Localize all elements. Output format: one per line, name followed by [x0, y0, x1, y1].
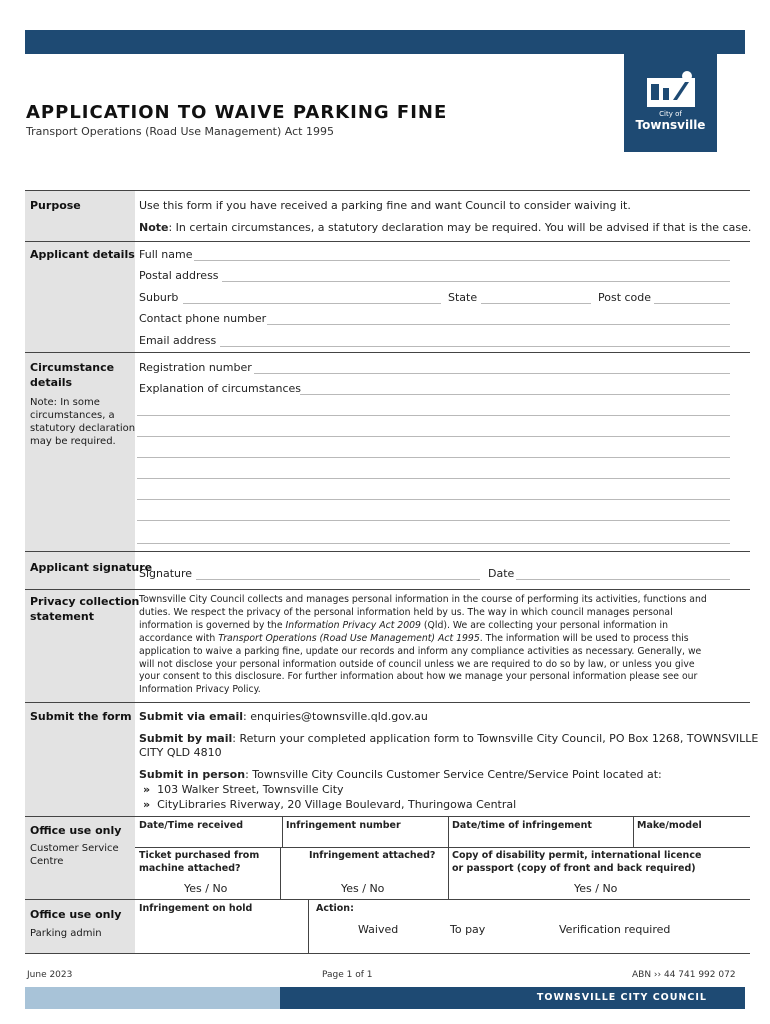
date-label: Date [488, 567, 515, 580]
townsville-logo [624, 54, 717, 152]
office-sublabel-2: Centre [30, 856, 64, 867]
divider [25, 702, 750, 703]
divider [25, 241, 750, 242]
top-banner [25, 30, 745, 54]
circumstance-label-2: details [30, 376, 73, 389]
privacy-line: duties. We respect the privacy of the personal information held by us. The way in which council manages personal [139, 606, 673, 618]
submit-mail-line-2: CITY QLD 4810 [139, 746, 222, 759]
privacy-line: Townsville City Council collects and manages personal information in the course of performing its activities, functions and [139, 594, 707, 605]
explanation-line[interactable] [137, 415, 730, 416]
registration-field[interactable] [254, 373, 730, 374]
applicant-signature-label: Applicant signature [30, 561, 153, 574]
circumstance-note-1: Note: In some [30, 397, 100, 408]
page-title: APPLICATION TO WAIVE PARKING FINE [26, 102, 448, 123]
postal-address-field[interactable] [222, 281, 730, 282]
submit-person-line [139, 768, 662, 781]
submit-email-label: Submit via email [139, 710, 244, 723]
cell-divider [633, 817, 634, 847]
signature-label: Signature [139, 567, 193, 580]
note-text: : In certain circumstances, a statutory declaration may be required. You will be advised if that is the case. [168, 221, 752, 234]
divider [25, 190, 750, 191]
footer-abn: ABN ›› 44 741 992 072 [632, 970, 736, 980]
circumstance-note-4: may be required. [30, 436, 116, 447]
purpose-text: Use this form if you have received a parking fine and want Council to consider waiving it. [139, 199, 631, 212]
cell-divider [448, 847, 449, 899]
full-name-field[interactable] [194, 260, 730, 261]
location-item [143, 798, 516, 811]
circumstance-note-3: statutory declaration [30, 423, 136, 434]
infringement-attached-cell: Infringement attached? [309, 850, 436, 861]
to-pay-option[interactable]: To pay [450, 923, 486, 936]
make-model-cell: Make/model [637, 820, 702, 831]
page-subtitle: Transport Operations (Road Use Management) Act 1995 [26, 125, 334, 138]
ticket-purchased-cell-2: machine attached? [139, 863, 241, 874]
email-field[interactable] [220, 346, 730, 347]
divider [25, 551, 750, 552]
privacy-label-2: statement [30, 610, 94, 623]
date-infringement-cell: Date/time of infringement [452, 820, 592, 831]
submit-form-label: Submit the form [30, 710, 132, 723]
divider [135, 847, 750, 848]
cell-divider [448, 817, 449, 847]
divider [25, 352, 750, 353]
explanation-line[interactable] [137, 478, 730, 479]
note-label: Note [139, 221, 169, 234]
explanation-line[interactable] [137, 543, 730, 544]
office-use-label-2: Office use only [30, 908, 122, 921]
applicant-details-label: Applicant details [30, 248, 135, 261]
office-sublabel-1: Customer Service [30, 843, 119, 854]
privacy-statement [139, 594, 741, 697]
logo-city-of: City of [659, 110, 682, 118]
suburb-label: Suburb [139, 291, 179, 304]
state-field[interactable] [481, 303, 591, 304]
purpose-note [139, 221, 751, 234]
date-field[interactable] [516, 579, 730, 580]
cell-divider [282, 817, 283, 847]
footer-council-name: TOWNSVILLE CITY COUNCIL [536, 992, 707, 1003]
circumstance-label-1: Circumstance [30, 361, 115, 374]
privacy-line: your consent to this disclosure. For further information about how we manage your personal information please see our [139, 671, 698, 683]
submit-mail-address: : Return your completed application form to Townsville City Council, PO Box 1268, TOWNSVILLE [232, 732, 759, 745]
footer-date: June 2023 [27, 970, 73, 980]
phone-field[interactable] [267, 324, 730, 325]
submit-person-value: : Townsville City Councils Customer Service Centre/Service Point located at: [245, 768, 662, 781]
office-use-label: Office use only [30, 824, 122, 837]
footer-banner [25, 987, 745, 1009]
action-cell: Action: [316, 903, 354, 914]
bullet-icon: » [143, 798, 151, 811]
suburb-field[interactable] [183, 303, 441, 304]
cell-divider [308, 899, 309, 953]
ticket-purchased-cell-1: Ticket purchased from [139, 850, 260, 861]
divider [25, 816, 750, 817]
privacy-label-1: Privacy collection [30, 595, 140, 608]
copy-permit-cell-1: Copy of disability permit, international licence [452, 850, 702, 861]
privacy-line: application to waive a parking fine, update our records and inform any compliance activities as necessary. Generally, we [139, 645, 702, 657]
registration-label: Registration number [139, 361, 252, 374]
submit-mail-line [139, 732, 758, 745]
explanation-field[interactable] [300, 394, 730, 395]
yes-no-copy[interactable]: Yes / No [574, 882, 618, 895]
full-name-label: Full name [139, 248, 193, 261]
infringement-on-hold-cell: Infringement on hold [139, 903, 253, 914]
parking-admin-label: Parking admin [30, 928, 102, 939]
infringement-number-cell: Infringement number [286, 820, 401, 831]
location-text: 103 Walker Street, Townsville City [157, 783, 344, 796]
bullet-icon: » [143, 783, 151, 796]
waived-option[interactable]: Waived [358, 923, 399, 936]
postcode-label: Post code [598, 291, 652, 304]
location-text: CityLibraries Riverway, 20 Village Boulevard, Thuringowa Central [157, 798, 517, 811]
postal-address-label: Postal address [139, 269, 219, 282]
date-received-cell: Date/Time received [139, 820, 244, 831]
phone-label: Contact phone number [139, 312, 267, 325]
cell-divider [280, 847, 281, 899]
city-skyline-icon [641, 68, 701, 114]
divider [25, 899, 750, 900]
submit-email-line [139, 710, 428, 723]
privacy-line: accordance with Transport Operations (Road Use Management) Act 1995. The information will be used to process this [139, 632, 689, 644]
postcode-field[interactable] [654, 303, 730, 304]
location-item [143, 783, 344, 796]
explanation-line[interactable] [137, 457, 730, 458]
submit-person-label: Submit in person [139, 768, 246, 781]
circumstance-note-2: circumstances, a [30, 410, 115, 421]
signature-field[interactable] [196, 579, 480, 580]
yes-no-infringement[interactable]: Yes / No [341, 882, 385, 895]
privacy-policy-link[interactable]: Information Privacy Policy. [139, 684, 261, 696]
explanation-line[interactable] [137, 436, 730, 437]
explanation-line[interactable] [137, 499, 730, 500]
footer-page: Page 1 of 1 [322, 970, 373, 980]
privacy-line: will not disclose your personal information outside of council unless we are required to do so by law, or unless you give [139, 658, 695, 670]
explanation-line[interactable] [137, 520, 730, 521]
privacy-line: information is governed by the Information Privacy Act 2009 (Qld). We are collecting your personal information in [139, 619, 669, 631]
email-label: Email address [139, 334, 217, 347]
divider [25, 953, 750, 954]
explanation-label: Explanation of circumstances [139, 382, 302, 395]
state-label: State [448, 291, 478, 304]
verification-option[interactable]: Verification required [559, 923, 671, 936]
logo-townsville: Townsville [635, 118, 706, 132]
submit-mail-label: Submit by mail [139, 732, 233, 745]
copy-permit-cell-2: or passport (copy of front and back required) [452, 863, 696, 874]
purpose-label: Purpose [30, 199, 81, 212]
divider [25, 589, 750, 590]
yes-no-ticket[interactable]: Yes / No [184, 882, 228, 895]
submit-email-link[interactable]: : enquiries@townsville.qld.gov.au [243, 710, 428, 723]
